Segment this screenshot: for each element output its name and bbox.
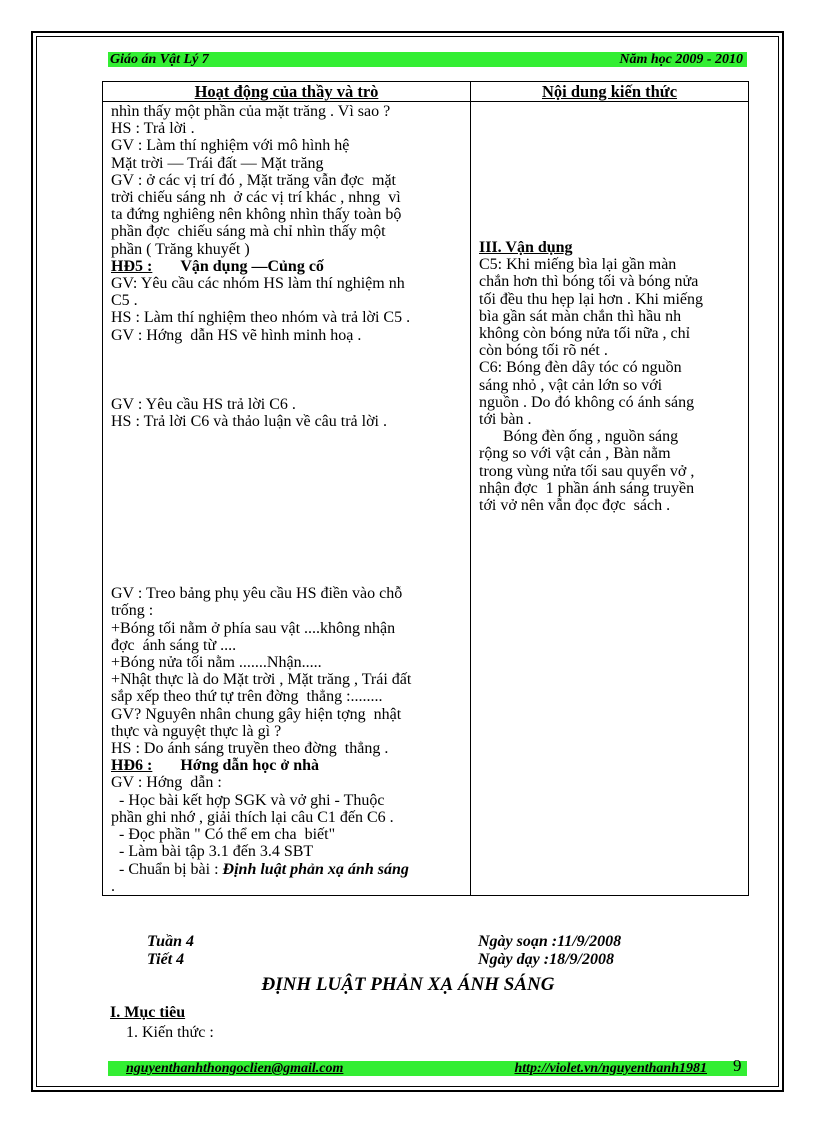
text-line: không còn bóng nửa tối nữa , chỉ: [479, 325, 691, 343]
section-iii-heading: III. Vận dụng: [479, 239, 573, 256]
text-line: còn bóng tối rõ nét .: [479, 342, 608, 360]
prep-date: Ngày soạn :11/9/2008: [478, 933, 622, 950]
week-label: Tuần 4: [147, 933, 194, 950]
text-line: tới bàn .: [479, 411, 532, 429]
text-line: nhận đợc 1 phần ánh sáng truyền: [479, 479, 695, 497]
lesson-table: [102, 81, 749, 896]
hd5-heading: [111, 258, 464, 275]
text-line: - Đọc phần " Có thể em cha biết": [111, 826, 336, 844]
header-left: Giáo án Vật Lý 7: [110, 52, 209, 67]
text-line: rộng so với vật cản , Bàn nằm: [479, 445, 671, 463]
text-line: GV? Nguyên nhân chung gây hiện tợng nhật: [111, 705, 402, 723]
text-line: - Học bài kết hợp SGK và vở ghi - Thuộc: [111, 791, 385, 809]
text-line: thực và nguyệt thực là gì ?: [111, 722, 282, 740]
footer-url[interactable]: http://violet.vn/nguyenthanh1981: [514, 1061, 707, 1076]
col2-header: Nội dung kiến thức: [471, 82, 749, 102]
text-line: HS : Trả lời C6 và thảo luận về câu trả lời .: [111, 413, 387, 431]
text-line: +Bóng nửa tối nằm .......Nhận.....: [111, 654, 322, 672]
text-line: trời chiếu sáng nh ở các vị trí khác , nhng vì: [111, 189, 401, 207]
text-line: C6: Bóng đèn dây tóc có nguồn: [479, 359, 682, 377]
header-right: Năm học 2009 - 2010: [619, 52, 743, 67]
text-line: đợc ánh sáng từ ....: [111, 636, 237, 654]
text-line: trong vùng nửa tối sau quyển vở ,: [479, 462, 695, 480]
hd6-title: Hớng dẫn học ở nhà: [180, 757, 319, 775]
trailing-dot: .: [111, 877, 115, 895]
text-line: GV : Yêu cầu HS trả lời C6 .: [111, 395, 296, 413]
text-line: tối đều thu hẹp lại hơn . Khi miếng: [479, 290, 703, 308]
text-line: GV: Yêu cầu các nhóm HS làm thí nghiệm nh: [111, 275, 405, 293]
activities-column: [103, 102, 471, 896]
text-line: phần ghi nhớ , giải thích lại câu C1 đến C6 .: [111, 808, 394, 826]
text-line: GV : Hớng dẫn HS vẽ hình minh hoạ .: [111, 326, 362, 344]
text-line: tới vở nên vẫn đọc đợc sách .: [479, 497, 671, 515]
text-line: phần ( Trăng khuyết ): [111, 240, 250, 258]
teach-date: Ngày dạy :18/9/2008: [478, 951, 614, 968]
text-line: nhìn thấy một phần của mặt trăng . Vì sao ?: [111, 103, 391, 120]
text-line: - Làm bài tập 3.1 đến 3.4 SBT: [111, 843, 314, 861]
col1-header: Hoạt động của thầy và trò: [103, 82, 471, 102]
left-lines-b: [111, 275, 464, 344]
text-line: sắp xếp theo thứ tự trên đờng thẳng :........: [111, 688, 383, 706]
text-line: +Bóng tối nằm ở phía sau vật ....không nhận: [111, 619, 396, 637]
footer-band: [108, 1061, 747, 1076]
text-line: Bóng đèn ống , nguồn sáng: [503, 428, 679, 446]
hd6-code: HĐ6 :: [111, 757, 153, 775]
text-line: chắn hơn thì bóng tối và bóng nửa: [479, 273, 699, 291]
text-line: bìa gần sát màn chắn thì hầu nh: [479, 307, 682, 325]
text-line: HS : Làm thí nghiệm theo nhóm và trả lời C5 .: [111, 309, 411, 327]
knowledge-column: [471, 102, 749, 896]
lesson-title: ĐỊNH LUẬT PHẢN XẠ ÁNH SÁNG: [261, 974, 555, 995]
right-lines-b: [479, 428, 742, 514]
text-line: ta đứng nghiêng nên không nhìn thấy toàn bộ: [111, 206, 402, 224]
left-lines-e: [111, 774, 464, 860]
period-label: Tiết 4: [147, 951, 185, 968]
objectives-heading: I. Mục tiêu: [110, 1004, 186, 1021]
hd5-code: HĐ5 :: [111, 257, 153, 275]
header-band: [108, 52, 747, 67]
text-line: +Nhật thực là do Mặt trời , Mặt trăng , Trái đất: [111, 671, 412, 689]
text-line: sáng nhỏ , vật cản lớn so với: [479, 376, 663, 394]
left-lines-d: [111, 585, 464, 757]
text-line: Mặt trời — Trái đất — Mặt trăng: [111, 154, 324, 172]
text-line: C5: Khi miếng bìa lại gần màn: [479, 256, 677, 274]
left-lines-c: [111, 396, 464, 430]
prepare-line: - Chuẩn bị bài : Định luật phản xạ ánh sáng: [111, 860, 409, 878]
hd5-title: Vận dụng —Củng cố: [180, 257, 324, 275]
text-line: trống :: [111, 602, 154, 620]
hd6-heading: [111, 757, 464, 774]
next-lesson-title: Định luật phản xạ ánh sáng: [222, 860, 409, 878]
right-lines-a: [479, 256, 742, 428]
text-line: GV : ở các vị trí đó , Mặt trăng vẫn đợc mặt: [111, 171, 396, 189]
text-line: nguồn . Do đó không có ánh sáng: [479, 393, 695, 411]
text-line: C5 .: [111, 292, 138, 310]
knowledge-subheading: 1. Kiến thức :: [126, 1024, 214, 1041]
left-lines-a: [111, 103, 464, 258]
text-line: GV : Làm thí nghiệm với mô hình hệ: [111, 137, 350, 155]
page-number: 9: [733, 1056, 742, 1075]
text-line: phần đợc chiếu sáng mà chỉ nhìn thấy một: [111, 223, 386, 241]
footer-email[interactable]: nguyenthanhthongoclien@gmail.com: [126, 1061, 344, 1076]
text-line: HS : Trả lời .: [111, 120, 195, 138]
text-line: GV : Treo bảng phụ yêu cầu HS điền vào chỗ: [111, 585, 403, 603]
text-line: GV : Hớng dẫn :: [111, 774, 222, 792]
text-line: HS : Do ánh sáng truyền theo đờng thẳng .: [111, 740, 389, 758]
